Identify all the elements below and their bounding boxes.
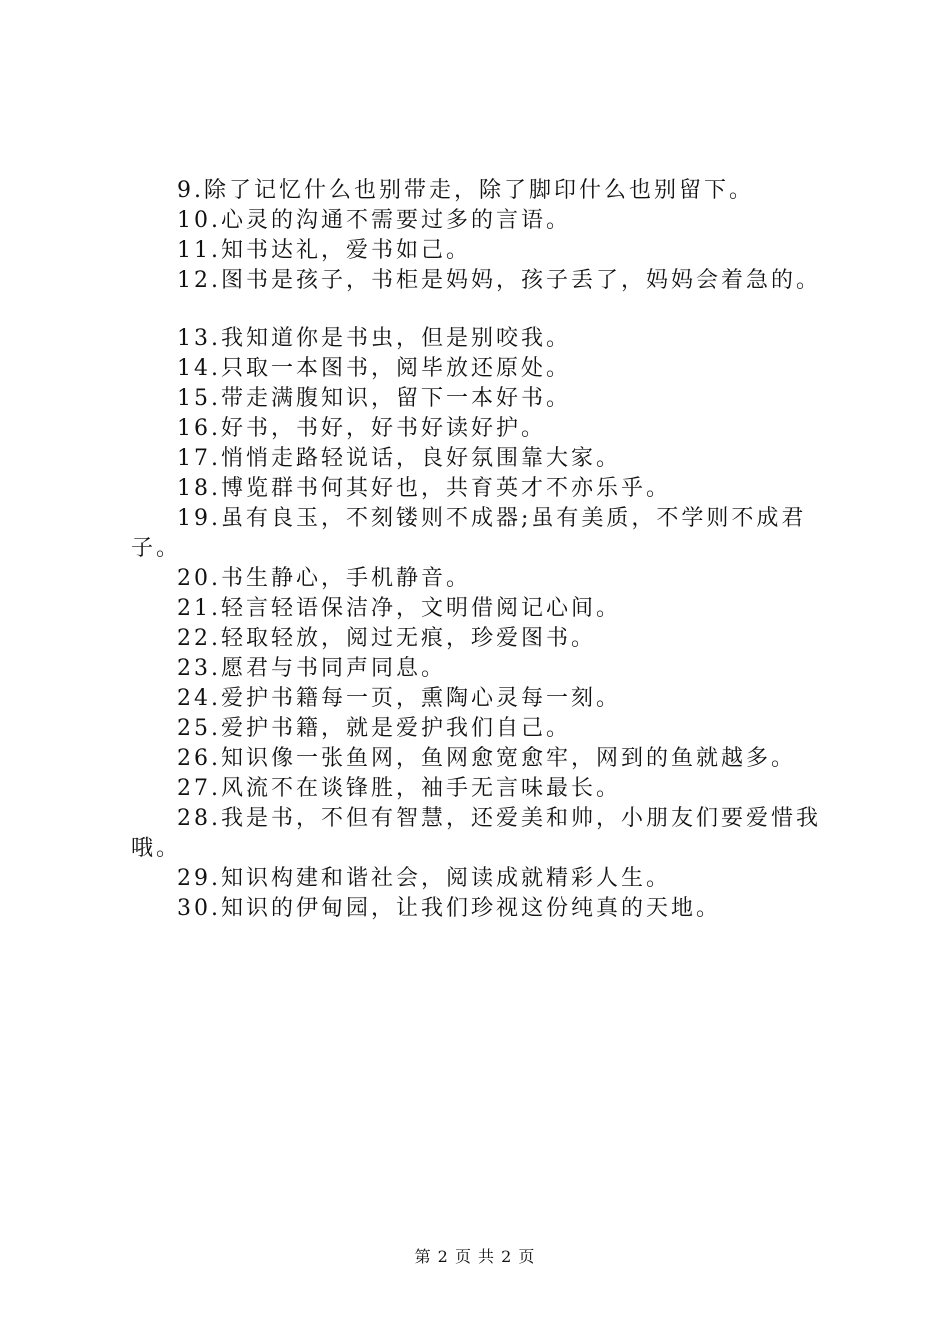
slogan-line: 24.爱护书籍每一页，熏陶心灵每一刻。 bbox=[177, 686, 621, 711]
slogan-line: 9.除了记忆什么也别带走，除了脚印什么也别留下。 bbox=[177, 178, 754, 203]
slogan-line: 19.虽有良玉，不刻镂则不成器;虽有美质，不学则不成君子。 bbox=[131, 506, 807, 561]
slogan-line: 28.我是书，不但有智慧，还爱美和帅，小朋友们要爱惜我哦。 bbox=[131, 806, 821, 861]
slogan-line: 18.博览群书何其好也，共育英才不亦乐乎。 bbox=[177, 476, 671, 501]
slogan-line: 21.轻言轻语保洁净，文明借阅记心间。 bbox=[177, 596, 621, 621]
slogan-line: 14.只取一本图书，阅毕放还原处。 bbox=[177, 356, 571, 381]
document-body bbox=[131, 176, 841, 924]
slogan-line: 17.悄悄走路轻说话，良好氛围靠大家。 bbox=[177, 446, 621, 471]
slogan-line: 10.心灵的沟通不需要过多的言语。 bbox=[177, 208, 571, 233]
slogan-line: 15.带走满腹知识，留下一本好书。 bbox=[177, 386, 571, 411]
slogan-line: 25.爱护书籍，就是爱护我们自己。 bbox=[177, 716, 571, 741]
slogan-line: 13.我知道你是书虫，但是别咬我。 bbox=[177, 326, 571, 351]
slogan-line: 12.图书是孩子，书柜是妈妈，孩子丢了，妈妈会着急的。 bbox=[177, 268, 821, 293]
slogan-line: 27.风流不在谈锋胜，袖手无言味最长。 bbox=[177, 776, 621, 801]
slogan-line: 11.知书达礼，爱书如己。 bbox=[177, 238, 471, 263]
slogan-line: 16.好书，书好，好书好读好护。 bbox=[177, 416, 546, 441]
paragraph-gap bbox=[131, 296, 841, 324]
slogan-line: 26.知识像一张鱼网，鱼网愈宽愈牢，网到的鱼就越多。 bbox=[177, 746, 796, 771]
slogan-line: 29.知识构建和谐社会，阅读成就精彩人生。 bbox=[177, 866, 671, 891]
slogan-line: 20.书生静心，手机静音。 bbox=[177, 566, 471, 591]
slogan-line: 30.知识的伊甸园，让我们珍视这份纯真的天地。 bbox=[177, 896, 721, 921]
slogan-line: 22.轻取轻放，阅过无痕，珍爱图书。 bbox=[177, 626, 596, 651]
slogan-line: 23.愿君与书同声同息。 bbox=[177, 656, 446, 681]
page-number: 第 2 页 共 2 页 bbox=[414, 1247, 536, 1266]
slogan-group-2 bbox=[131, 324, 841, 924]
slogan-group-1 bbox=[131, 176, 841, 296]
